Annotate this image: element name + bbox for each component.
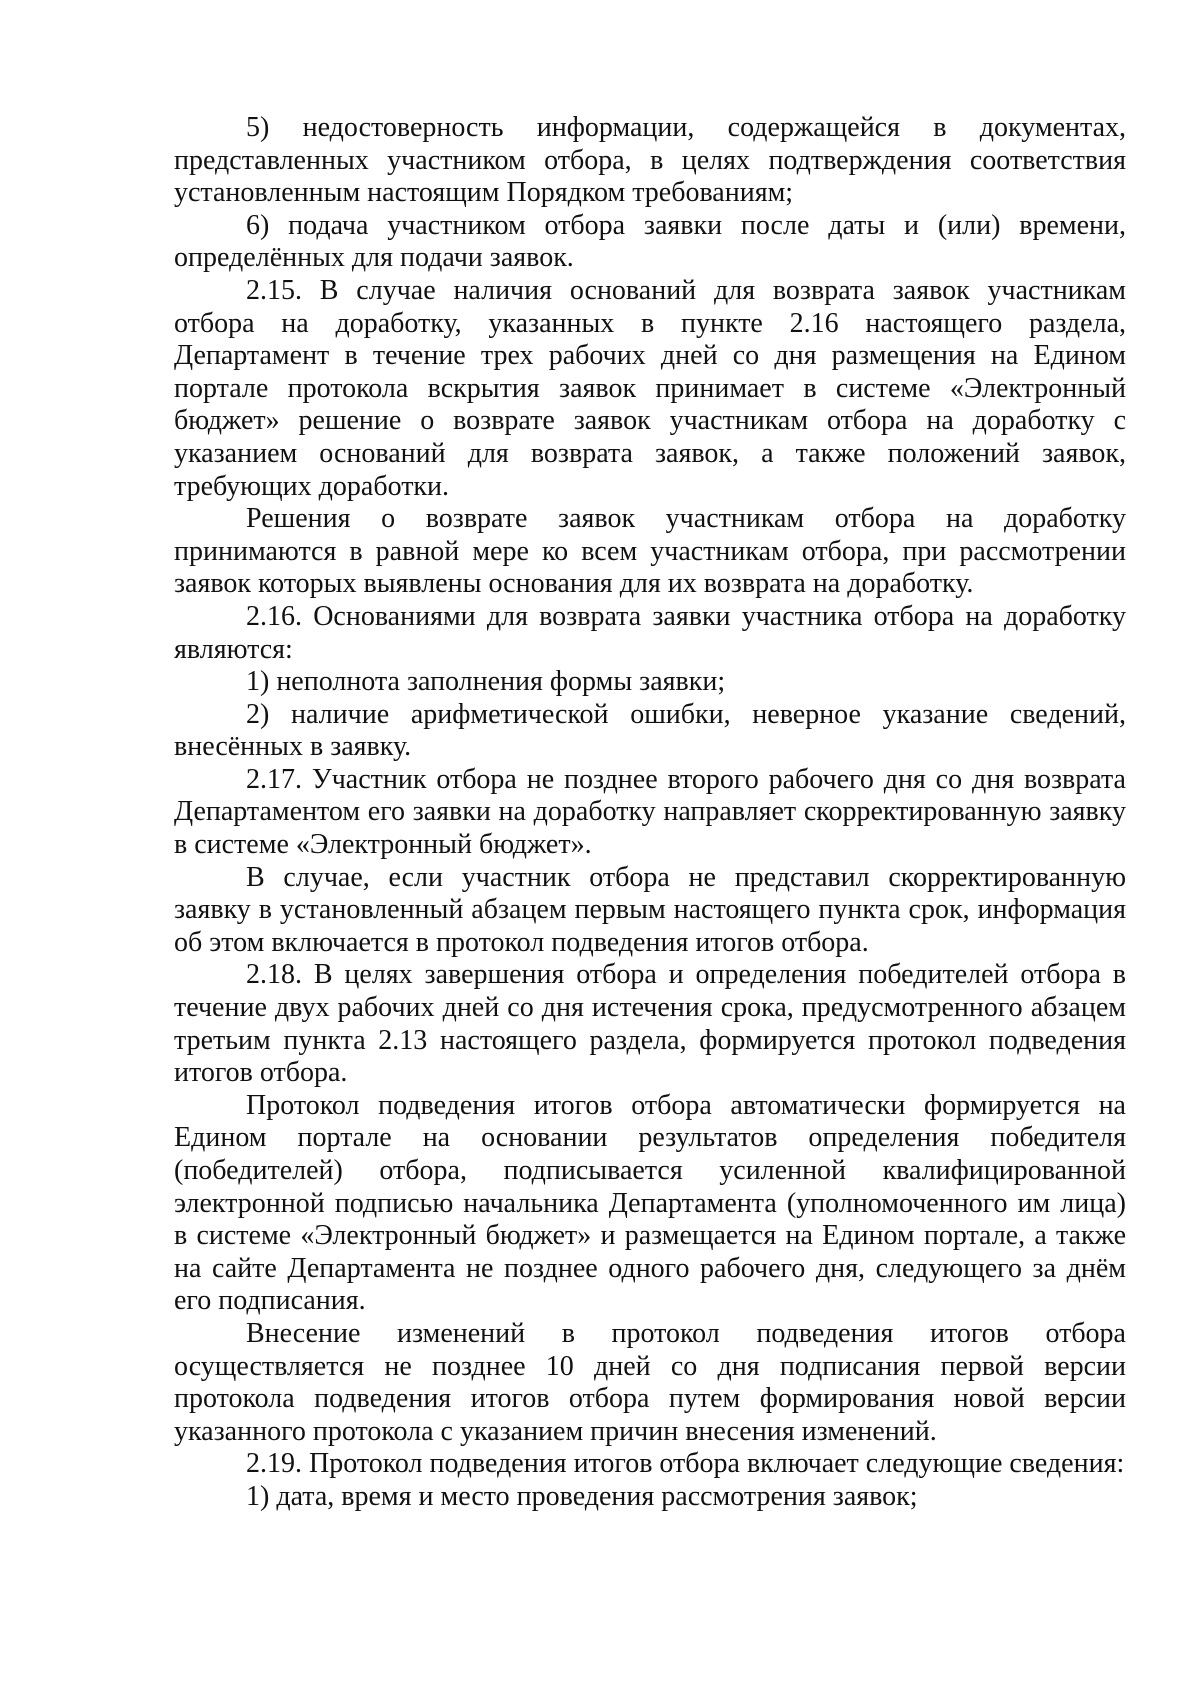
paragraph-2-15: 2.15. В случае наличия оснований для возврата заявок участникам отбора на доработку, указанных в пункте 2.16 настоящего раздела, Департамент в течение трех рабочих дней со дня размещения на Едином портале протокола вскрытия заявок принимает в системе «Электронный бюджет» решение о возврате заявок участникам отбора на доработку с указанием оснований для возврата заявок, а также положений заявок, требующих доработки. bbox=[174, 274, 1126, 502]
paragraph-2-17: 2.17. Участник отбора не позднее второго рабочего дня со дня возврата Департаментом его заявки на доработку направляет скорректированную заявку в системе «Электронный бюджет». bbox=[174, 763, 1126, 861]
paragraph-2-16-item-2: 2) наличие арифметической ошибки, неверное указание сведений, внесённых в заявку. bbox=[174, 698, 1126, 763]
paragraph-2-19-item-1: 1) дата, время и место проведения рассмотрения заявок; bbox=[246, 1480, 918, 1512]
paragraph-2-16: 2.16. Основаниями для возврата заявки участника отбора на доработку являются: bbox=[174, 600, 1126, 665]
paragraph-2-19: 2.19. Протокол подведения итогов отбора включает следующие сведения: bbox=[246, 1448, 1125, 1480]
paragraph-item-6: 6) подача участником отбора заявки после даты и (или) времени, определённых для подачи заявок. bbox=[174, 209, 1126, 274]
paragraph-item-5: 5) недостоверность информации, содержащейся в документах, представленных участником отбора, в целях подтверждения соответствия установленным настоящим Порядком требованиям; bbox=[174, 112, 1126, 209]
paragraph-protocol-changes: Внесение изменений в протокол подведения итогов отбора осуществляется не позднее 10 дней со дня подписания первой версии протокола подведения итогов отбора путем формирования новой версии указанного протокола с указанием причин внесения изменений. bbox=[174, 1317, 1126, 1447]
paragraph-protocol-formation: Протокол подведения итогов отбора автоматически формируется на Едином портале на основании результатов определения победителя (победителей) отбора, подписывается усиленной квалифицированной электронной подписью начальника Департамента (уполномоченного им лица) в системе «Электронный бюджет» и размещается на Едином портале, а также на сайте Департамента не позднее одного рабочего дня, следующего за днём его подписания. bbox=[174, 1089, 1126, 1317]
paragraph-return-decisions: Решения о возврате заявок участникам отбора на доработку принимаются в равной мере ко всем участникам отбора, при рассмотрении заявок которых выявлены основания для их возврата на доработку. bbox=[174, 503, 1126, 600]
document-body bbox=[174, 112, 1126, 1514]
paragraph-2-17-case: В случае, если участник отбора не представил скорректированную заявку в установленный абзацем первым настоящего пункта срок, информация об этом включается в протокол подведения итогов отбора. bbox=[174, 861, 1126, 958]
paragraph-2-16-item-1: 1) неполнота заполнения формы заявки; bbox=[246, 666, 726, 698]
paragraph-2-18: 2.18. В целях завершения отбора и определения победителей отбора в течение двух рабочих дней со дня истечения срока, предусмотренного абзацем третьим пункта 2.13 настоящего раздела, формируется протокол подведения итогов отбора. bbox=[174, 959, 1126, 1089]
